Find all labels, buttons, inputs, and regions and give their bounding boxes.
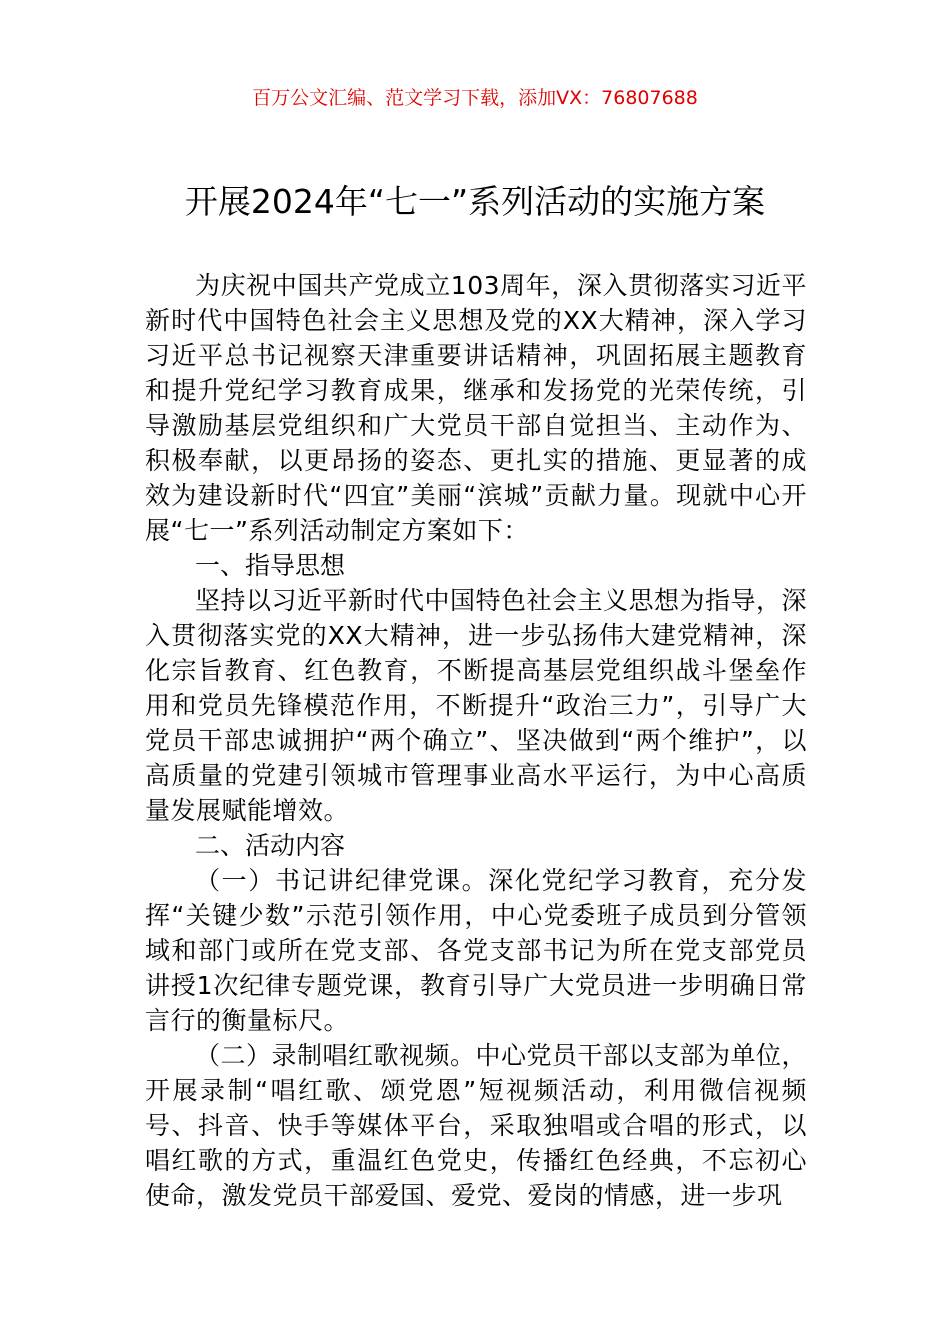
section-heading-activities: 二、活动内容 <box>195 831 346 860</box>
document-body <box>145 268 807 1213</box>
intro-paragraph: 为庆祝中国共产党成立103周年，深入贯彻落实习近平新时代中国特色社会主义思想及党的XX大精神，深入学习习近平总书记视察天津重要讲话精神，巩固拓展主题教育和提升党纪学习教育成果，继承和发扬党的光荣传统，引导激励基层党组织和广大党员干部自觉担当、主动作为、积极奉献，以更昂扬的姿态、更扎实的措施、更显著的成效为建设新时代“四宜”美丽“滨城”贡献力量。现就中心开展“七一”系列活动制定方案如下： <box>145 271 807 545</box>
header-note: 百万公文汇编、范文学习下载，添加VX：76807688 <box>252 87 698 109</box>
guiding-thought-paragraph: 坚持以习近平新时代中国特色社会主义思想为指导，深入贯彻落实党的XX大精神，进一步弘扬伟大建党精神，深化宗旨教育、红色教育，不断提高基层党组织战斗堡垒作用和党员先锋模范作用，不断提升“政治三力”，引导广大党员干部忠诚拥护“两个确立”、坚决做到“两个维护”，以高质量的党建引领城市管理事业高水平运行，为中心高质量发展赋能增效。 <box>145 586 808 825</box>
section-heading-guiding-thought: 一、指导思想 <box>195 551 346 580</box>
activity-item-2: （二）录制唱红歌视频。中心党员干部以支部为单位，开展录制“唱红歌、颂党恩”短视频活动，利用微信视频号、抖音、快手等媒体平台，采取独唱或合唱的形式，以唱红歌的方式，重温红色党史，传播红色经典，不忘初心使命，激发党员干部爱国、爱党、爱岗的情感，进一步巩 <box>145 1041 808 1210</box>
document-title: 开展2024年“七一”系列活动的实施方案 <box>184 182 766 221</box>
activity-item-1: （一）书记讲纪律党课。深化党纪学习教育，充分发挥“关键少数”示范引领作用，中心党委班子成员到分管领域和部门或所在党支部、各党支部书记为所在党支部党员讲授1次纪律专题党课，教育引导广大党员进一步明确日常言行的衡量标尺。 <box>145 866 807 1035</box>
